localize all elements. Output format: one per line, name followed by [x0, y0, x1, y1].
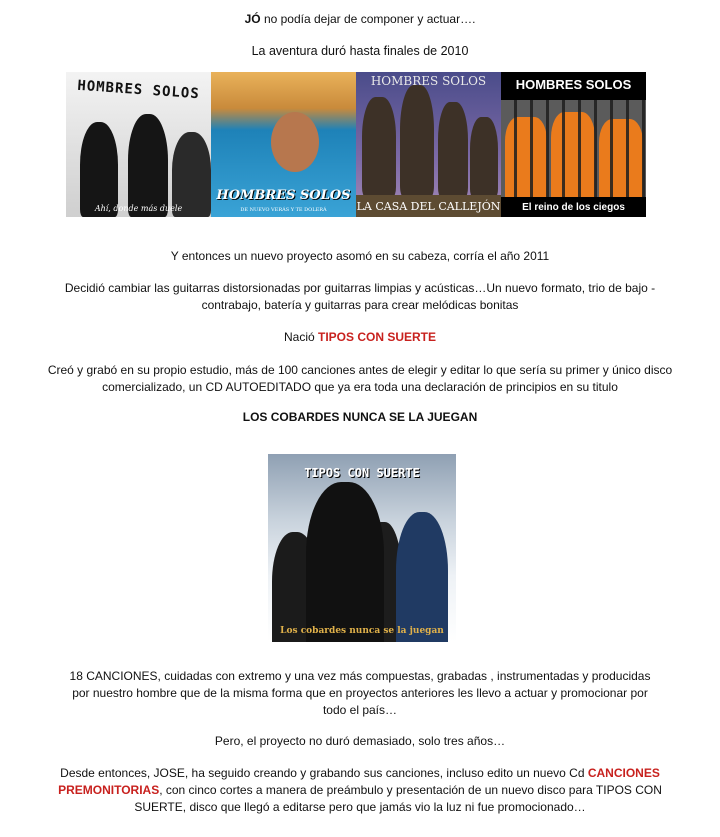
album-3-title: HOMBRES SOLOS: [370, 74, 487, 88]
album-2-title: HOMBRES SOLOS: [216, 188, 351, 203]
album-1-subtitle: Ahí, donde más duele: [94, 204, 183, 213]
album-covers-row: [66, 72, 646, 217]
paragraph-studio: Creó y grabó en su propio estudio, más de 100 canciones antes de elegir y editar lo que sería su primer y único disco comercializado, un CD AUTOEDITADO que ya era toda una declaración de principios en su titulo: [47, 363, 673, 394]
paragraph-since-then: [55, 765, 665, 816]
album-title-heading: LOS COBARDES NUNCA SE LA JUEGAN: [242, 410, 478, 424]
album-2-subtitle: DE NUEVO VERÁS Y TE DOLERÁ: [240, 207, 327, 213]
intro-line-2: La aventura duró hasta finales de 2010: [251, 44, 469, 58]
since-then-text-a: Desde entonces, JOSE, ha seguido creando y grabando sus canciones, incluso edito un nuevo Cd: [60, 766, 588, 780]
artist-name: JÓ: [244, 12, 261, 26]
album-3-subtitle: LA CASA DEL CALLEJÓN: [356, 200, 501, 213]
album-cover-1: [66, 72, 211, 217]
album-cover-4: [501, 72, 646, 217]
band-born-prefix: Nació: [283, 330, 318, 344]
paragraph-18-songs: 18 CANCIONES, cuidadas con extremo y una vez más compuestas, grabadas , instrumentadas y producidas por nuestro hombre que de la misma forma que en proyectos anteriores les llevo a actuar y promocionar por todo el país…: [69, 669, 651, 717]
album-cover-3: [356, 72, 501, 217]
band-name: TIPOS CON SUERTE: [318, 330, 437, 344]
intro-line-1: [0, 11, 720, 28]
single-cover-title: TIPOS CON SUERTE: [304, 466, 420, 480]
paragraph-band-born: [0, 329, 720, 346]
canciones-premonitorias: CANCIONES PREMONITORIAS: [58, 766, 660, 797]
paragraph-short-project: Pero, el proyecto no duró demasiado, solo tres años…: [214, 734, 506, 748]
single-cover-subtitle: Los cobardes nunca se la juegan: [280, 626, 444, 636]
album-4-subtitle: El reino de los ciegos: [522, 202, 625, 213]
album-1-title: HOMBRES SOLOS: [76, 77, 201, 103]
single-album-cover: [268, 454, 456, 642]
album-cover-2: [211, 72, 356, 217]
paragraph-new-format: Decidió cambiar las guitarras distorsionadas por guitarras limpias y acústicas…Un nuevo formato, trio de bajo - contrabajo, batería y guitarras para crear melódicas bonitas: [64, 281, 656, 312]
since-then-text-b: , con cinco cortes a manera de preámbulo y presentación de un nuevo disco para TIPOS CON SUERTE, disco que llegó a editarse pero que jamás vio la luz ni fue promocionado…: [134, 783, 662, 814]
album-4-title: HOMBRES SOLOS: [515, 77, 632, 92]
paragraph-new-project: Y entonces un nuevo proyecto asomó en su cabeza, corría el año 2011: [170, 249, 550, 263]
intro-line-1-text: no podía dejar de componer y actuar….: [260, 12, 476, 26]
